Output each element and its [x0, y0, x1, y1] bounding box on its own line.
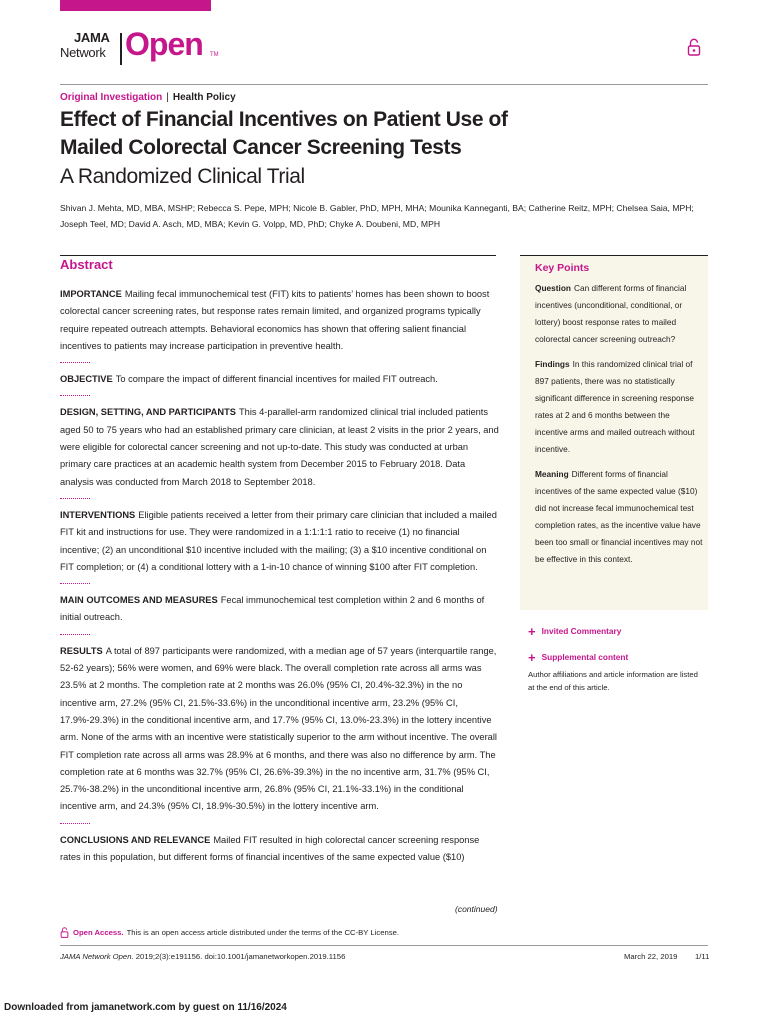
abstract-section-label: RESULTS — [60, 645, 103, 656]
abstract-section-text: Mailed FIT resulted in high colorectal cancer screening response rates in this population, but different forms of financial incentives of the same expected value ($10) — [60, 834, 480, 863]
open-access-text: This is an open access article distributed under the terms of the CC-BY License. — [126, 928, 400, 937]
footer-citation-text: 2019;2(3):e191156. doi:10.1001/jamanetworkopen.2019.1156 — [135, 952, 346, 961]
key-point-question — [535, 280, 703, 348]
key-point-label: Meaning — [535, 469, 569, 479]
open-access-label[interactable]: Open Access. — [73, 928, 124, 937]
abstract-section-label: DESIGN, SETTING, AND PARTICIPANTS — [60, 407, 236, 418]
abstract-body — [60, 286, 500, 866]
footer-page-number: 1/11 — [695, 952, 710, 961]
abstract-section-interventions — [60, 507, 500, 576]
abstract-section-text: Fecal immunochemical test completion within 2 and 6 months of initial outreach. — [60, 595, 485, 623]
abstract-section-importance — [60, 286, 500, 355]
key-point-findings — [535, 356, 703, 458]
footer-date: March 22, 2019 — [624, 952, 678, 961]
abstract-section-label: IMPORTANCE — [60, 289, 122, 299]
logo-open-text: Open — [125, 26, 203, 62]
article-title: Effect of Financial Incentives on Patient Use of Mailed Colorectal Cancer Screening Tests — [60, 108, 508, 159]
abstract-section-outcomes — [60, 592, 500, 627]
abstract-section-label: INTERVENTIONS — [60, 509, 136, 520]
section-divider — [60, 388, 500, 404]
section-divider — [60, 491, 500, 507]
section-divider — [60, 355, 500, 371]
abstract-heading: Abstract — [60, 257, 113, 272]
article-type-label[interactable]: Original Investigation — [60, 92, 163, 103]
logo-jama-text: JAMA — [74, 30, 110, 45]
abstract-section-text: Mailing fecal immunochemical test (FIT) kits to patients’ homes has been shown to boost colorectal cancer screening rates, but response rates remain limited, and organized programs typically require repeated outreach attempts. Behavioral economics has shown that offering salient financial incentives to patients may increase participation in preventive health. — [60, 289, 490, 351]
key-points-heading: Key Points — [535, 262, 590, 274]
section-separator: | — [166, 92, 169, 103]
open-access-note — [60, 927, 399, 938]
abstract-section-conclusions — [60, 832, 500, 867]
section-divider — [60, 576, 500, 592]
key-point-text: In this randomized clinical trial of 897 patients, there was no statistically significant difference in screening response rates at 2 and 6 months between the incentive arms and mailed outreach without incentive. — [535, 359, 695, 454]
supplemental-content-link[interactable] — [528, 644, 628, 670]
key-point-meaning — [535, 466, 703, 568]
article-section-line — [60, 92, 236, 103]
abstract-rule — [60, 255, 496, 256]
invited-commentary-link[interactable] — [528, 618, 628, 644]
abstract-section-label: MAIN OUTCOMES AND MEASURES — [60, 595, 218, 606]
article-subtitle: A Randomized Clinical Trial — [60, 165, 305, 188]
section-label[interactable]: Health Policy — [172, 92, 236, 103]
open-access-lock-icon — [687, 38, 701, 61]
invited-commentary-label: Invited Commentary — [541, 626, 622, 636]
abstract-section-text: A total of 897 participants were randomized, with a median age of 57 years (interquartile range, 52-62 years); 56% were women, and 69% were black. The overall completion rate across all arms was 23.5% at 2 months. The completion rate at 2 months was 26.0% (95% CI, 20.4%-32.3%) in the no incentive arm, 27.2% (95% CI, 21.5%-33.6%) in the unconditional incentive arm, 23.2% (95% CI, 17.9%-29.3%) in the conditional incentive arm, and 17.7% (95% CI, 13.0%-23.3%) in the lottery incentive arm. None of the arms with an incentive were statistically superior to the arm without incentive. The overall FIT completion rate across all arms was 28.9% at 6 months, and there was also no difference by arm. The completion rate at 6 months was 32.7% (95% CI, 26.6%-39.3%) in the no incentive arm, 31.7% (95% CI, 25.7%-38.2%) in the unconditional incentive arm, 26.8% (95% CI, 21.1%-33.1%) in the conditional incentive arm, and 24.3% (95% CI, 18.9%-30.5%) in the lottery incentive arm. — [60, 645, 497, 812]
abstract-section-design — [60, 404, 500, 490]
abstract-section-label: OBJECTIVE — [60, 374, 113, 385]
section-divider — [60, 627, 500, 643]
logo-network-text: Network — [60, 45, 106, 60]
logo-trademark: TM — [210, 52, 219, 58]
footer-citation — [60, 952, 345, 961]
section-divider — [60, 816, 500, 832]
open-lock-icon — [60, 927, 69, 938]
abstract-section-label: CONCLUSIONS AND RELEVANCE — [60, 834, 211, 845]
header-rule — [60, 84, 708, 85]
plus-icon: + — [528, 623, 536, 639]
abstract-section-objective — [60, 371, 500, 388]
logo-divider — [120, 33, 122, 65]
author-list: Shivan J. Mehta, MD, MBA, MSHP; Rebecca S. Pepe, MPH; Nicole B. Gabler, PhD, MPH, MHA; Mounika Kanneganti, BA; Catherine Reitz, MPH; Chelsea Saia, MPH; Joseph Teel, MD; David A. Asch, MD, MBA; Kevin G. Volpp, MD, PhD; Chyke A. Doubeni, MD, MPH — [60, 203, 694, 229]
sidebar-links — [528, 618, 628, 670]
plus-icon: + — [528, 649, 536, 665]
abstract-section-text: Eligible patients received a letter from their primary care clinician that included a mailed FIT kit and instructions for use. They were randomized in a 1:1:1:1 ratio to receive (1) no financial incentive; (2) an unconditional $10 incentive included with the mailing; (3) a $10 incentive conditional on FIT completion; or (4) a conditional lottery with a 1-in-10 chance of winning $100 after FIT completion. — [60, 509, 497, 572]
top-accent-bar — [60, 0, 211, 11]
footer-journal-name: JAMA Network Open. — [60, 952, 134, 961]
supplemental-content-label: Supplemental content — [541, 652, 629, 662]
key-point-text: Can different forms of financial incentives (unconditional, conditional, or lottery) boost response rates to mailed colorectal cancer screening outreach? — [535, 283, 687, 344]
footer-rule — [60, 945, 708, 946]
key-point-text: Different forms of financial incentives of the same expected value ($10) did not increase fecal immunochemical test completion rates, as the incentive value have been too small or financial incentives may not be effective in this context. — [535, 469, 703, 564]
download-notice: Downloaded from jamanetwork.com by guest on 11/16/2024 — [4, 1002, 287, 1013]
continued-note: (continued) — [455, 904, 498, 914]
abstract-section-text: To compare the impact of different financial incentives for mailed FIT outreach. — [115, 374, 438, 385]
key-point-label: Question — [535, 283, 571, 293]
abstract-section-text: This 4-parallel-arm randomized clinical trial included patients aged 50 to 75 years who had an established primary care clinician, at least 2 visits in the prior 2 years, and were eligible for colorectal cancer screening and not up-to-date. This study was conducted at urban primary care practices at an academic health system from December 2015 to February 2018. Data analysis was conducted from March 2018 to September 2018. — [60, 407, 499, 487]
key-point-label: Findings — [535, 359, 570, 369]
key-points-list — [535, 280, 703, 576]
abstract-section-results — [60, 643, 500, 816]
author-affiliations-note: Author affiliations and article information are listed at the end of this article. — [528, 670, 698, 692]
